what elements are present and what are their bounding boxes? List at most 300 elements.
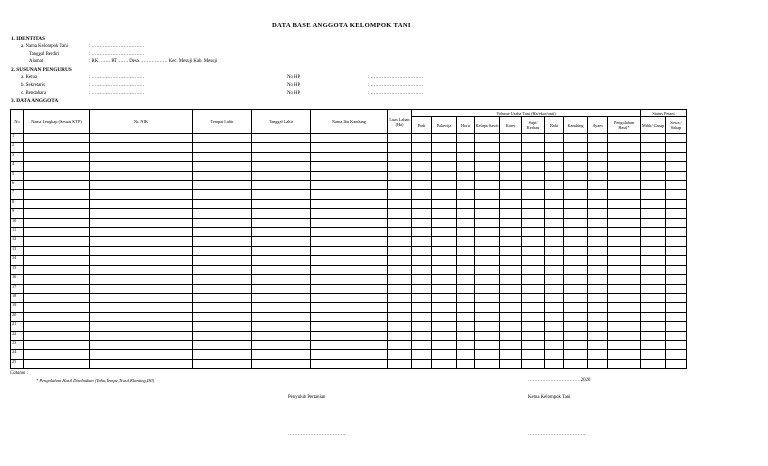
table-cell[interactable] [608,340,641,349]
table-cell[interactable] [432,171,457,180]
table-cell[interactable] [311,359,388,368]
table-cell[interactable] [388,275,412,284]
table-cell[interactable] [432,134,457,143]
table-cell[interactable] [522,359,545,368]
table-cell[interactable] [545,190,564,199]
table-cell[interactable] [475,331,500,340]
table-cell[interactable] [522,256,545,265]
date-line[interactable]: ……………………………2020 [528,378,591,383]
table-cell[interactable] [193,322,252,331]
table-cell[interactable] [432,275,457,284]
table-cell[interactable] [666,171,687,180]
table-cell[interactable] [388,162,412,171]
table-cell[interactable] [522,340,545,349]
table-cell[interactable] [24,246,90,255]
table-cell[interactable] [388,228,412,237]
table-cell[interactable] [641,359,666,368]
table-cell[interactable] [641,237,666,246]
table-cell[interactable] [24,181,90,190]
table-cell[interactable] [588,181,608,190]
table-cell[interactable] [252,171,311,180]
table-cell[interactable] [193,284,252,293]
table-cell[interactable] [412,359,432,368]
table-cell[interactable] [564,152,588,161]
table-cell[interactable] [666,143,687,152]
table-cell[interactable] [457,322,475,331]
table-cell[interactable] [475,350,500,359]
table-cell[interactable] [24,134,90,143]
table-cell[interactable] [545,209,564,218]
table-cell[interactable] [475,237,500,246]
table-cell[interactable] [500,199,522,208]
table-cell[interactable] [588,246,608,255]
table-cell[interactable] [388,190,412,199]
table-cell[interactable] [475,209,500,218]
table-cell[interactable] [500,359,522,368]
table-cell[interactable] [412,171,432,180]
table-cell[interactable] [388,293,412,302]
table-cell[interactable] [388,322,412,331]
sekretaris-value[interactable]: : …………………………… [89,83,145,88]
table-cell[interactable] [641,181,666,190]
table-cell[interactable] [475,275,500,284]
table-cell[interactable] [311,190,388,199]
tanggal-berdiri-value[interactable]: : …………………………… [89,52,145,57]
table-cell[interactable] [388,350,412,359]
table-cell[interactable] [500,237,522,246]
table-cell[interactable] [545,237,564,246]
table-cell[interactable] [588,293,608,302]
table-cell[interactable] [641,134,666,143]
table-cell[interactable] [193,228,252,237]
table-cell[interactable] [666,265,687,274]
table-cell[interactable] [311,162,388,171]
table-cell[interactable] [608,162,641,171]
table-cell[interactable] [500,162,522,171]
table-cell[interactable] [388,152,412,161]
table-cell[interactable] [24,350,90,359]
table-cell[interactable] [608,350,641,359]
table-cell[interactable] [432,199,457,208]
table-cell[interactable] [311,331,388,340]
table-cell[interactable] [522,143,545,152]
table-cell[interactable] [457,303,475,312]
table-cell[interactable] [545,312,564,321]
table-cell[interactable] [412,218,432,227]
table-cell[interactable] [311,312,388,321]
table-cell[interactable] [522,181,545,190]
table-cell[interactable] [475,340,500,349]
table-cell[interactable] [641,340,666,349]
table-cell[interactable] [564,340,588,349]
table-cell[interactable] [588,275,608,284]
table-cell[interactable] [666,228,687,237]
table-cell[interactable] [24,340,90,349]
table-cell[interactable] [24,322,90,331]
table-cell[interactable] [475,256,500,265]
table-cell[interactable] [475,284,500,293]
table-cell[interactable] [457,359,475,368]
table-cell[interactable] [412,134,432,143]
table-cell[interactable] [90,134,193,143]
table-cell[interactable] [193,265,252,274]
table-cell[interactable] [500,350,522,359]
table-cell[interactable] [588,199,608,208]
table-cell[interactable] [545,256,564,265]
table-cell[interactable] [193,293,252,302]
table-cell[interactable] [311,340,388,349]
table-cell[interactable] [193,350,252,359]
table-cell[interactable] [608,218,641,227]
table-cell[interactable] [412,284,432,293]
table-cell[interactable] [90,152,193,161]
table-cell[interactable] [564,359,588,368]
ketua-hp-value[interactable]: : …………………………… [368,75,424,80]
table-cell[interactable] [641,275,666,284]
table-cell[interactable] [666,275,687,284]
table-cell[interactable] [90,340,193,349]
table-cell[interactable] [588,190,608,199]
table-cell[interactable] [193,190,252,199]
table-cell[interactable] [412,265,432,274]
table-cell[interactable] [641,256,666,265]
table-cell[interactable] [500,322,522,331]
table-cell[interactable] [252,322,311,331]
table-cell[interactable] [388,209,412,218]
table-cell[interactable] [24,275,90,284]
table-cell[interactable] [500,171,522,180]
table-cell[interactable] [412,350,432,359]
table-cell[interactable] [500,181,522,190]
table-cell[interactable] [24,237,90,246]
table-cell[interactable] [500,265,522,274]
table-cell[interactable] [311,322,388,331]
table-cell[interactable] [500,293,522,302]
penyuluh-signature-name[interactable]: ……………………………… [288,432,346,437]
table-cell[interactable] [641,228,666,237]
table-cell[interactable] [311,218,388,227]
table-cell[interactable] [588,340,608,349]
table-cell[interactable] [500,246,522,255]
table-cell[interactable] [412,256,432,265]
table-cell[interactable] [432,340,457,349]
table-cell[interactable] [311,171,388,180]
table-cell[interactable] [545,322,564,331]
table-cell[interactable] [545,246,564,255]
table-cell[interactable] [666,237,687,246]
table-cell[interactable] [311,228,388,237]
table-cell[interactable] [432,331,457,340]
table-cell[interactable] [252,256,311,265]
table-cell[interactable] [193,199,252,208]
table-cell[interactable] [522,162,545,171]
table-cell[interactable] [564,256,588,265]
table-cell[interactable] [252,134,311,143]
table-cell[interactable] [90,181,193,190]
table-cell[interactable] [608,143,641,152]
table-cell[interactable] [412,209,432,218]
alamat-value[interactable]: : RK. …… RT……. Desa……………… Kec. Mesuji Kab. Mesuji [89,59,218,64]
table-cell[interactable] [457,284,475,293]
table-cell[interactable] [475,312,500,321]
table-cell[interactable] [588,152,608,161]
table-cell[interactable] [432,350,457,359]
table-cell[interactable] [500,275,522,284]
table-cell[interactable] [641,331,666,340]
table-cell[interactable] [311,181,388,190]
table-cell[interactable] [666,190,687,199]
table-cell[interactable] [252,181,311,190]
table-cell[interactable] [457,265,475,274]
table-cell[interactable] [588,134,608,143]
table-cell[interactable] [666,199,687,208]
nama-kelompok-value[interactable]: : …………………………… [89,44,145,49]
table-cell[interactable] [500,143,522,152]
table-cell[interactable] [252,199,311,208]
table-cell[interactable] [90,209,193,218]
table-cell[interactable] [475,228,500,237]
table-cell[interactable] [412,340,432,349]
table-cell[interactable] [641,265,666,274]
table-cell[interactable] [24,256,90,265]
table-cell[interactable] [388,134,412,143]
table-cell[interactable] [90,237,193,246]
table-cell[interactable] [641,284,666,293]
table-cell[interactable] [193,237,252,246]
table-cell[interactable] [457,218,475,227]
table-cell[interactable] [24,293,90,302]
table-cell[interactable] [666,246,687,255]
table-cell[interactable] [666,312,687,321]
table-cell[interactable] [475,181,500,190]
table-cell[interactable] [457,162,475,171]
table-cell[interactable] [545,181,564,190]
table-cell[interactable] [311,209,388,218]
table-cell[interactable] [252,275,311,284]
table-cell[interactable] [193,359,252,368]
table-cell[interactable] [545,143,564,152]
table-cell[interactable] [432,181,457,190]
table-cell[interactable] [475,293,500,302]
table-cell[interactable] [412,162,432,171]
table-cell[interactable] [311,303,388,312]
sekretaris-hp-value[interactable]: : …………………………… [368,83,424,88]
table-cell[interactable] [564,331,588,340]
table-cell[interactable] [588,209,608,218]
table-cell[interactable] [608,209,641,218]
table-cell[interactable] [311,350,388,359]
table-cell[interactable] [608,312,641,321]
table-cell[interactable] [641,218,666,227]
table-cell[interactable] [641,199,666,208]
table-cell[interactable] [545,228,564,237]
table-cell[interactable] [641,322,666,331]
table-cell[interactable] [193,340,252,349]
table-cell[interactable] [545,199,564,208]
table-cell[interactable] [666,359,687,368]
table-cell[interactable] [564,275,588,284]
table-cell[interactable] [666,209,687,218]
table-cell[interactable] [388,265,412,274]
table-cell[interactable] [641,303,666,312]
table-cell[interactable] [564,322,588,331]
bendahara-value[interactable]: : …………………………… [89,91,145,96]
table-cell[interactable] [475,199,500,208]
table-cell[interactable] [522,350,545,359]
table-cell[interactable] [252,209,311,218]
table-cell[interactable] [666,322,687,331]
table-cell[interactable] [564,293,588,302]
table-cell[interactable] [193,181,252,190]
table-cell[interactable] [311,265,388,274]
table-cell[interactable] [475,152,500,161]
table-cell[interactable] [388,284,412,293]
table-cell[interactable] [500,228,522,237]
ketua-signature-name[interactable]: ……………………………… [528,432,586,437]
table-cell[interactable] [457,228,475,237]
table-cell[interactable] [641,190,666,199]
table-cell[interactable] [522,209,545,218]
table-cell[interactable] [311,256,388,265]
table-cell[interactable] [522,152,545,161]
table-cell[interactable] [522,331,545,340]
table-cell[interactable] [475,246,500,255]
table-cell[interactable] [252,237,311,246]
table-cell[interactable] [24,218,90,227]
table-cell[interactable] [311,199,388,208]
table-cell[interactable] [252,152,311,161]
table-cell[interactable] [608,293,641,302]
table-cell[interactable] [588,303,608,312]
table-cell[interactable] [475,359,500,368]
table-cell[interactable] [457,331,475,340]
table-cell[interactable] [311,143,388,152]
table-cell[interactable] [545,134,564,143]
table-cell[interactable] [608,275,641,284]
table-cell[interactable] [388,246,412,255]
table-cell[interactable] [500,340,522,349]
table-cell[interactable] [193,152,252,161]
table-cell[interactable] [90,199,193,208]
table-cell[interactable] [457,181,475,190]
table-cell[interactable] [432,312,457,321]
table-cell[interactable] [564,218,588,227]
table-cell[interactable] [193,134,252,143]
table-cell[interactable] [666,134,687,143]
table-cell[interactable] [252,331,311,340]
table-cell[interactable] [388,199,412,208]
table-cell[interactable] [588,322,608,331]
table-cell[interactable] [388,359,412,368]
table-cell[interactable] [545,162,564,171]
table-cell[interactable] [412,228,432,237]
table-cell[interactable] [388,237,412,246]
table-cell[interactable] [545,350,564,359]
table-cell[interactable] [564,312,588,321]
table-cell[interactable] [311,152,388,161]
table-cell[interactable] [432,190,457,199]
table-cell[interactable] [475,303,500,312]
table-cell[interactable] [412,152,432,161]
table-cell[interactable] [475,171,500,180]
table-cell[interactable] [193,162,252,171]
table-cell[interactable] [311,134,388,143]
table-cell[interactable] [608,228,641,237]
table-cell[interactable] [545,293,564,302]
table-cell[interactable] [457,143,475,152]
table-cell[interactable] [90,275,193,284]
table-cell[interactable] [641,312,666,321]
table-cell[interactable] [193,246,252,255]
table-cell[interactable] [666,256,687,265]
table-cell[interactable] [412,181,432,190]
table-cell[interactable] [193,171,252,180]
table-cell[interactable] [193,275,252,284]
table-cell[interactable] [608,152,641,161]
table-cell[interactable] [608,322,641,331]
table-cell[interactable] [90,303,193,312]
table-cell[interactable] [666,181,687,190]
table-cell[interactable] [500,256,522,265]
table-cell[interactable] [475,322,500,331]
table-cell[interactable] [588,265,608,274]
table-cell[interactable] [90,312,193,321]
table-cell[interactable] [412,303,432,312]
table-cell[interactable] [252,228,311,237]
table-cell[interactable] [608,237,641,246]
table-cell[interactable] [388,143,412,152]
table-cell[interactable] [24,303,90,312]
table-cell[interactable] [412,237,432,246]
table-cell[interactable] [608,256,641,265]
table-cell[interactable] [457,199,475,208]
table-cell[interactable] [641,293,666,302]
table-cell[interactable] [564,265,588,274]
table-cell[interactable] [252,284,311,293]
table-cell[interactable] [311,246,388,255]
table-cell[interactable] [432,322,457,331]
table-cell[interactable] [608,199,641,208]
table-cell[interactable] [545,275,564,284]
table-cell[interactable] [412,312,432,321]
table-cell[interactable] [252,190,311,199]
table-cell[interactable] [608,190,641,199]
table-cell[interactable] [588,228,608,237]
table-cell[interactable] [666,152,687,161]
table-cell[interactable] [432,237,457,246]
table-cell[interactable] [545,152,564,161]
table-cell[interactable] [641,162,666,171]
table-cell[interactable] [457,340,475,349]
table-cell[interactable] [311,293,388,302]
table-cell[interactable] [457,350,475,359]
table-cell[interactable] [457,171,475,180]
table-cell[interactable] [545,303,564,312]
table-cell[interactable] [24,209,90,218]
table-cell[interactable] [24,143,90,152]
table-cell[interactable] [522,322,545,331]
table-cell[interactable] [412,199,432,208]
table-cell[interactable] [252,246,311,255]
table-cell[interactable] [641,143,666,152]
table-cell[interactable] [641,171,666,180]
table-cell[interactable] [457,209,475,218]
table-cell[interactable] [641,246,666,255]
table-cell[interactable] [252,359,311,368]
table-cell[interactable] [564,237,588,246]
table-cell[interactable] [522,312,545,321]
table-cell[interactable] [641,209,666,218]
